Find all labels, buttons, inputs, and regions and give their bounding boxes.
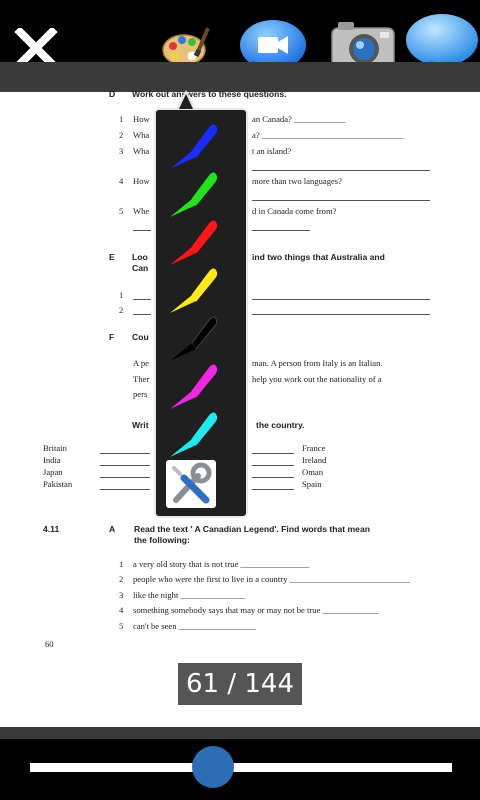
question-number: 4 (119, 176, 124, 186)
answer-line (100, 465, 150, 466)
answer-line (252, 299, 430, 300)
section-title: Can (132, 263, 149, 273)
question-text: Wha (133, 130, 150, 140)
body-text: Ther (133, 374, 150, 384)
pen-red-icon[interactable] (166, 217, 222, 267)
body-text: pers (133, 389, 148, 399)
item-number: 1 (119, 559, 124, 569)
answer-line (252, 453, 294, 454)
section-title: Loo (132, 252, 148, 262)
pen-blue-icon[interactable] (166, 121, 222, 171)
instruction-text: Writ (132, 420, 149, 430)
answer-line (252, 489, 294, 490)
question-text: an Canada? ____________ (252, 114, 346, 124)
top-band (0, 62, 480, 92)
section-letter: A (109, 524, 116, 534)
answer-line (252, 170, 430, 171)
pen-magenta-icon[interactable] (166, 361, 222, 411)
item-text: people who were the first to live in a country ____________________________ (133, 574, 410, 584)
body-text: A pe (133, 358, 149, 368)
item-number: 3 (119, 590, 124, 600)
question-number: 3 (119, 146, 124, 156)
country-label: India (43, 455, 61, 465)
top-toolbar (0, 0, 480, 62)
section-title: Read the text ' A Canadian Legend'. Find words that mean (134, 524, 370, 534)
country-label: Japan (43, 467, 63, 477)
popup-arrow-inner (179, 94, 193, 109)
answer-line (252, 477, 294, 478)
answer-line (252, 200, 430, 201)
country-label: Spain (302, 479, 322, 489)
question-text: d in Canada come from? (252, 206, 337, 216)
item-text: a very old story that is not true ________________ (133, 559, 310, 569)
country-label: Ireland (302, 455, 327, 465)
answer-line (133, 299, 151, 300)
section-title: ind two things that Australia and (252, 252, 385, 262)
line-number: 2 (119, 305, 124, 315)
body-text: help you work out the nationality of a (252, 374, 382, 384)
section-title: Cou (132, 332, 149, 342)
answer-line (100, 489, 150, 490)
item-number: 5 (119, 621, 124, 631)
country-label: Pakistan (43, 479, 73, 489)
question-text: How (133, 114, 150, 124)
answer-line (252, 314, 430, 315)
country-label: France (302, 443, 326, 453)
answer-line (252, 230, 310, 231)
question-number: 5 (119, 206, 124, 216)
question-text: Wha (133, 146, 150, 156)
country-label: Britain (43, 443, 67, 453)
answer-line (100, 477, 150, 478)
line-number: 1 (119, 290, 124, 300)
page-counter: 61 / 144 (178, 663, 302, 705)
pen-yellow-icon[interactable] (166, 265, 222, 315)
country-label: Oman (302, 467, 324, 477)
instruction-text: the country. (256, 420, 305, 430)
tools-icon[interactable] (166, 460, 216, 508)
item-text: can't be seen __________________ (133, 621, 257, 631)
answer-line (133, 314, 151, 315)
item-number: 2 (119, 574, 124, 584)
page-number: 60 (45, 639, 54, 649)
page-slider-thumb[interactable] (192, 746, 234, 788)
question-text: more than two languages? (252, 176, 342, 186)
question-text: a? _________________________________ (252, 130, 404, 140)
pen-green-icon[interactable] (166, 169, 222, 219)
question-number: 2 (119, 130, 124, 140)
exercise-number: 4.11 (43, 524, 60, 534)
question-text: t an island? (252, 146, 292, 156)
section-letter: F (109, 332, 115, 342)
page-slider-track[interactable] (30, 763, 452, 772)
item-number: 4 (119, 605, 124, 615)
item-text: something somebody says that may or may not be true _____________ (133, 605, 379, 615)
answer-line (252, 465, 294, 466)
question-text: Whe (133, 206, 150, 216)
answer-line (100, 453, 150, 454)
section-letter: D (109, 89, 116, 99)
question-text: How (133, 176, 150, 186)
body-text: man. A person from Italy is an Italian. (252, 358, 383, 368)
question-number: 1 (119, 114, 124, 124)
section-title: the following: (134, 535, 190, 545)
item-text: like the night _______________ (133, 590, 245, 600)
section-letter: E (109, 252, 115, 262)
answer-line (133, 230, 151, 231)
pen-cyan-icon[interactable] (166, 409, 222, 459)
pen-black-icon[interactable] (166, 313, 222, 363)
bottom-band (0, 727, 480, 739)
section-title: Work out answers to these questions. (132, 89, 287, 99)
